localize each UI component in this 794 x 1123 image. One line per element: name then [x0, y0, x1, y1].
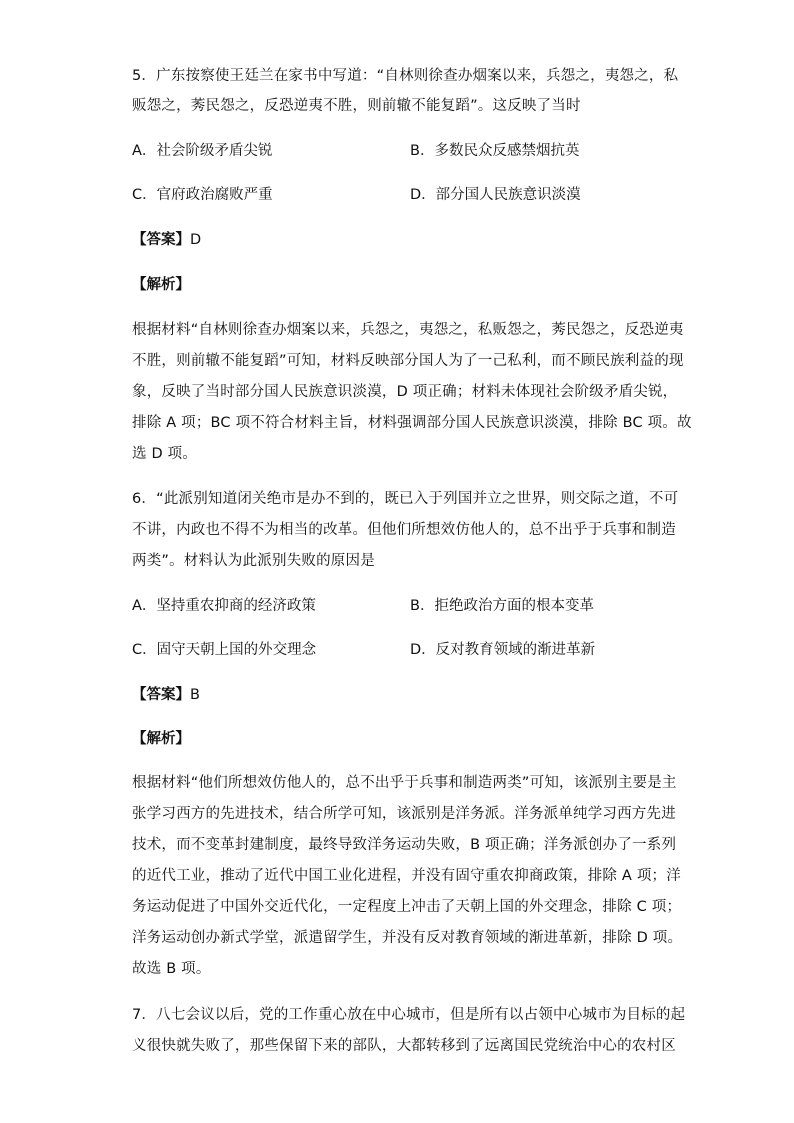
answer-label: 【答案】	[132, 232, 190, 248]
q6-analysis-label: 【解析】	[132, 731, 190, 747]
q6-analysis-line-1: 根据材料“他们所想效仿他人的，总不出乎于兵事和制造两类”可知，该派别主要是主	[132, 775, 677, 791]
q5-analysis-line-1: 根据材料“自林则徐查办烟案以来，兵怨之，夷怨之，私贩怨之，莠民怨之，反恐逆夷	[132, 322, 684, 338]
q7-stem-line-1: 7．八七会议以后，党的工作重心放在中心城市，但是所有以占领中心城市为目标的起	[132, 1007, 686, 1023]
q5-stem-line-1: 5．广东按察使王廷兰在家书中写道：“自林则徐查办烟案以来，兵怨之，夷怨之，私	[132, 68, 679, 84]
q5-option-d: D．部分国人民族意识淡漠	[410, 187, 581, 203]
q6-option-d: D．反对教育领域的渐进革新	[410, 642, 596, 658]
q6-analysis-line-2: 张学习西方的先进技术，结合所学可知，该派别是洋务派。洋务派单纯学习西方先进	[132, 806, 676, 822]
q6-option-b: B．拒绝政治方面的根本变革	[410, 598, 594, 614]
q6-analysis-line-3: 技术，而不变革封建制度，最终导致洋务运动失败，B 项正确；洋务派创办了一系列	[132, 837, 677, 853]
q6-stem-line-3: 两类”。材料认为此派别失败的原因是	[132, 553, 375, 569]
q6-analysis-line-6: 洋务运动创办新式学堂，派遣留学生，并没有反对教育领域的渐进革新，排除 D 项。	[132, 930, 683, 946]
q6-stem-line-1: 6．“此派别知道闭关绝市是办不到的，既已入于列国并立之世界，则交际之道，不可	[132, 491, 679, 507]
q5-option-c: C．官府政治腐败严重	[132, 187, 273, 203]
q5-option-a: A．社会阶级矛盾尖锐	[132, 143, 273, 159]
q6-option-c: C．固守天朝上国的外交理念	[132, 642, 317, 658]
q5-stem-line-2: 贩怨之，莠民怨之，反恐逆夷不胜，则前辙不能复蹈”。这反映了当时	[132, 98, 581, 114]
q6-analysis-line-4: 的近代工业，推动了近代中国工业化进程，并没有固守重农抑商政策，排除 A 项；洋	[132, 868, 681, 884]
q5-answer	[132, 230, 201, 250]
answer-label: 【答案】	[132, 687, 190, 703]
q7-stem-line-2: 义很快就失败了，那些保留下来的部队，大都转移到了远离国民党统治中心的农村区	[132, 1038, 676, 1054]
q6-option-a: A．坚持重农抑商的经济政策	[132, 598, 316, 614]
q5-analysis-line-3: 象，反映了当时部分国人民族意识淡漠，D 项正确；材料未体现社会阶级矛盾尖锐，	[132, 384, 678, 400]
answer-value: D	[190, 232, 202, 248]
q5-option-b: B．多数民众反感禁烟抗英	[410, 143, 580, 159]
answer-value: B	[190, 687, 200, 703]
q5-analysis-line-5: 选 D 项。	[132, 446, 198, 462]
q6-stem-line-2: 不讲，内政也不得不为相当的改革。但他们所想效仿他人的，总不出乎于兵事和制造	[132, 522, 676, 538]
q5-analysis-line-2: 不胜，则前辙不能复蹈”可知，材料反映部分国人为了一己私利，而不顾民族利益的现	[132, 353, 684, 369]
q6-answer	[132, 685, 200, 705]
q5-analysis-line-4: 排除 A 项；BC 项不符合材料主旨，材料强调部分国人民族意识淡漠，排除 BC 项。故	[132, 415, 692, 431]
q6-analysis-line-7: 故选 B 项。	[132, 961, 211, 977]
q6-analysis-line-5: 务运动促进了中国外交近代化，一定程度上冲击了天朝上国的外交理念，排除 C 项；	[132, 899, 682, 915]
q5-analysis-label: 【解析】	[132, 277, 190, 293]
